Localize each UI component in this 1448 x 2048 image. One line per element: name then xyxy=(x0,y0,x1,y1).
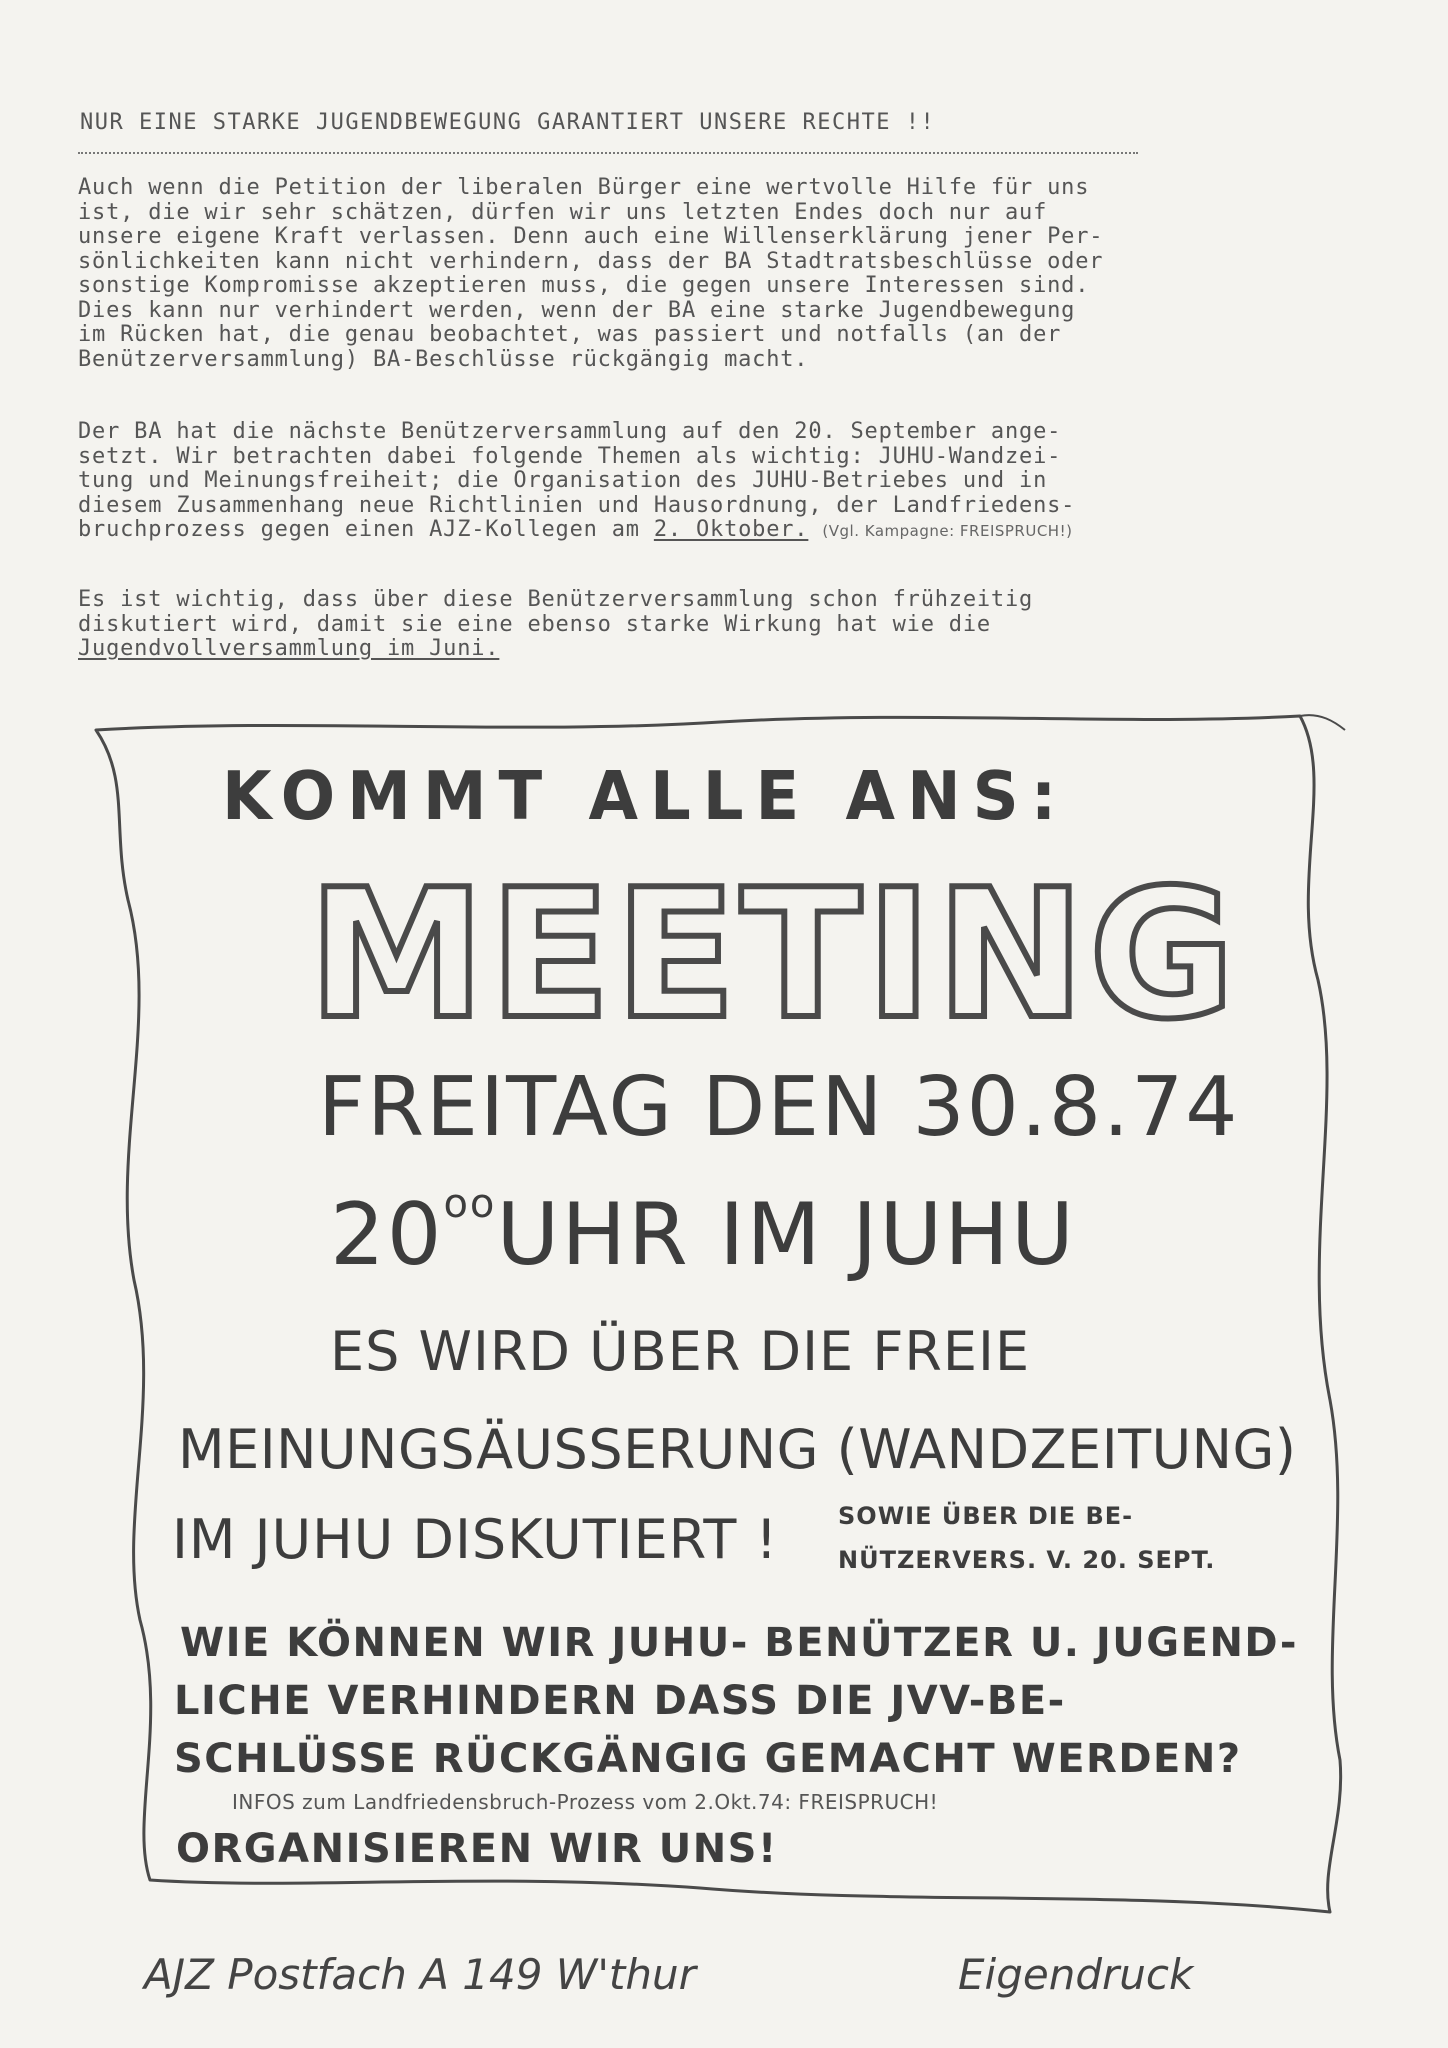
flyer-side-note: NÜTZERVERS. V. 20. SEPT. xyxy=(838,1546,1216,1574)
paragraph-line: diesem Zusammenhang neue Richtlinien und Hausordnung, der Landfriedens- xyxy=(78,492,1076,518)
infos-note: INFOS zum Landfriedensbruch-Prozess vom 2.Okt.74: FREISPRUCH! xyxy=(232,1790,939,1814)
footer-address: AJZ Postfach A 149 W'thur xyxy=(144,1950,696,1999)
paragraph-line: tung und Meinungsfreiheit; die Organisation des JUHU-Betriebes und in xyxy=(78,468,1048,493)
paragraph-line-start: bruchprozess gegen einen AJZ-Kollegen am xyxy=(78,517,654,542)
flyer-call-to-action: ORGANISIEREN WIR UNS! xyxy=(176,1826,778,1872)
underlined-date: 2. Oktober. xyxy=(653,517,809,542)
time-location: UHR IM JUHU xyxy=(496,1185,1076,1285)
heading-underline xyxy=(78,152,1138,154)
paragraph-line: diskutiert wird, damit sie eine ebenso starke Wirkung hat wie die xyxy=(78,611,991,637)
flyer-question-line: WIE KÖNNEN WIR JUHU- BENÜTZER U. JUGEND- xyxy=(180,1620,1298,1666)
flyer-question-line: SCHLÜSSE RÜCKGÄNGIG GEMACHT WERDEN? xyxy=(174,1736,1242,1782)
paragraph-line: Der BA hat die nächste Benützerversammlung auf den 20. September ange- xyxy=(78,419,1062,444)
paragraph-line: setzt. Wir betrachten dabei folgende Themen als wichtig: JUHU-Wandzei- xyxy=(78,443,1062,469)
paragraph-line: sönlichkeiten kann nicht verhindern, dass der BA Stadtratsbeschlüsse oder xyxy=(78,248,1104,274)
paragraph-line: sonstige Kompromisse akzeptieren muss, die gegen unsere Interessen sind. xyxy=(78,273,1090,298)
flyer-headline: KOMMT ALLE ANS: xyxy=(222,758,1069,836)
meeting-title: MEETING xyxy=(308,851,1240,1058)
paragraph-line: Es ist wichtig, dass über diese Benützerversammlung schon frühzeitig xyxy=(78,587,1034,612)
paragraph-line: Benützerversammlung) BA-Beschlüsse rückgängig macht. xyxy=(78,346,809,372)
paragraph-line: im Rücken hat, die genau beobachtet, was passiert und notfalls (an der xyxy=(78,322,1062,347)
footer-imprint: Eigendruck xyxy=(958,1950,1194,1999)
page-title: NUR EINE STARKE JUGENDBEWEGUNG GARANTIERT UNSERE RECHTE !! xyxy=(80,110,936,135)
paragraph-1 xyxy=(78,176,1398,372)
handwritten-note: (Vgl. Kampagne: FREISPRUCH!) xyxy=(822,522,1073,540)
paragraph-2 xyxy=(78,420,1398,544)
time-minutes: oo xyxy=(443,1181,497,1227)
flyer-line: ES WIRD ÜBER DIE FREIE xyxy=(330,1320,1031,1383)
meeting-time xyxy=(330,1181,1076,1285)
meeting-date: FREITAG DEN 30.8.74 xyxy=(318,1060,1240,1155)
underlined-line: Jugendvollversammlung im Juni. xyxy=(78,636,500,661)
paragraph-line: Dies kann nur verhindert werden, wenn der BA eine starke Jugendbewegung xyxy=(78,297,1076,323)
paragraph-line: unsere eigene Kraft verlassen. Denn auch eine Willenserklärung jener Per- xyxy=(78,224,1104,249)
flyer-line: IM JUHU DISKUTIERT ! xyxy=(172,1508,779,1571)
flyer-line: MEINUNGSÄUSSERUNG (WANDZEITUNG) xyxy=(178,1418,1297,1481)
paragraph-3 xyxy=(78,588,1398,662)
paragraph-line xyxy=(78,518,1398,544)
paragraph-line: Auch wenn die Petition der liberalen Bürger eine wertvolle Hilfe für uns xyxy=(78,175,1090,200)
flyer-side-note: SOWIE ÜBER DIE BE- xyxy=(838,1502,1134,1530)
time-hour: 20 xyxy=(330,1185,444,1285)
paragraph-line: ist, die wir sehr schätzen, dürfen wir uns letzten Endes doch nur auf xyxy=(78,199,1048,225)
flyer-question-line: LICHE VERHINDERN DASS DIE JVV-BE- xyxy=(174,1678,1066,1724)
